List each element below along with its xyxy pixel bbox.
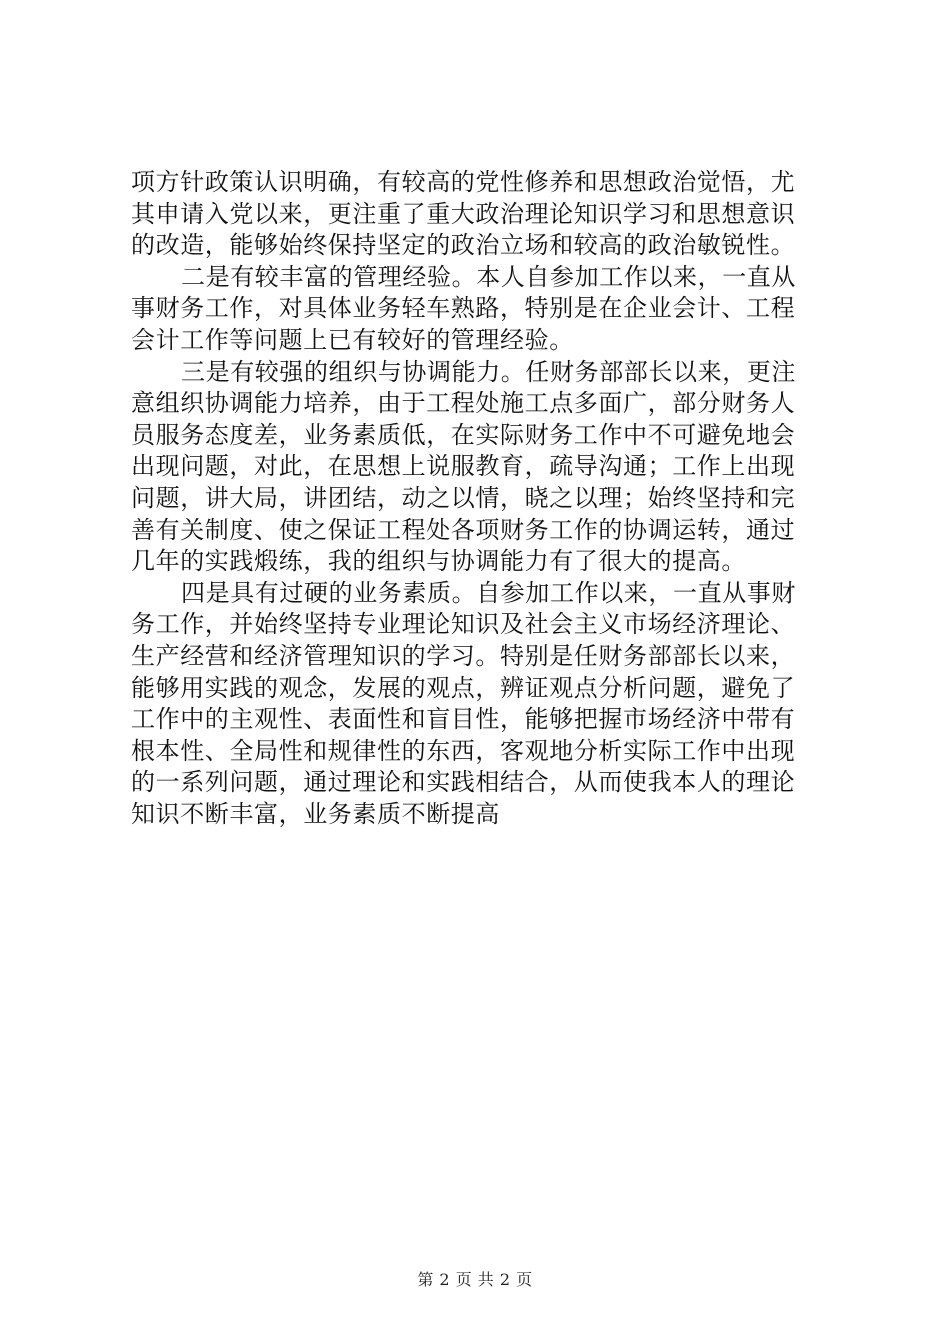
page-footer: 第 2 页 共 2 页 xyxy=(417,1270,533,1289)
text-line: 几年的实践煅练，我的组织与协调能力有了很大的提高。 xyxy=(131,547,746,576)
text-line: 的改造，能够始终保持坚定的政治立场和较高的政治敏锐性。 xyxy=(131,231,796,260)
paragraph-first-line: 三是有较强的组织与协调能力。任财务部部长以来，更注 xyxy=(181,357,796,386)
text-line: 出现问题，对此，在思想上说服教育，疏导沟通；工作上出现 xyxy=(131,452,796,481)
text-line: 员服务态度差，业务素质低，在实际财务工作中不可避免地会 xyxy=(131,420,796,449)
text-line: 工作中的主观性、表面性和盲目性，能够把握市场经济中带有 xyxy=(131,705,796,734)
text-line: 的一系列问题，通过理论和实践相结合，从而使我本人的理论 xyxy=(131,768,796,797)
body-text xyxy=(131,167,831,830)
text-line: 知识不断丰富，业务素质不断提高 xyxy=(131,799,500,828)
text-line: 事财务工作，对具体业务轻车熟路，特别是在企业会计、工程 xyxy=(131,294,796,323)
text-line: 项方针政策认识明确，有较高的党性修养和思想政治觉悟，尤 xyxy=(131,168,796,196)
text-line: 问题，讲大局，讲团结，动之以情，晓之以理；始终坚持和完 xyxy=(131,483,796,512)
text-line: 善有关制度、使之保证工程处各项财务工作的协调运转，通过 xyxy=(131,515,796,544)
text-line: 根本性、全局性和规律性的东西，客观地分析实际工作中出现 xyxy=(131,736,796,765)
text-line: 务工作，并始终坚持专业理论知识及社会主义市场经济理论、 xyxy=(131,610,796,639)
text-line: 意组织协调能力培养，由于工程处施工点多面广，部分财务人 xyxy=(131,389,796,418)
text-line: 其申请入党以来，更注重了重大政治理论知识学习和思想意识 xyxy=(131,199,796,228)
text-line: 生产经营和经济管理知识的学习。特别是任财务部部长以来， xyxy=(131,641,796,670)
text-line: 会计工作等问题上已有较好的管理经验。 xyxy=(131,325,574,354)
paragraph-first-line: 二是有较丰富的管理经验。本人自参加工作以来，一直从 xyxy=(181,262,796,291)
text-line: 能够用实践的观念，发展的观点，辨证观点分析问题，避免了 xyxy=(131,673,796,702)
paragraph-first-line: 四是具有过硬的业务素质。自参加工作以来，一直从事财 xyxy=(181,578,796,607)
